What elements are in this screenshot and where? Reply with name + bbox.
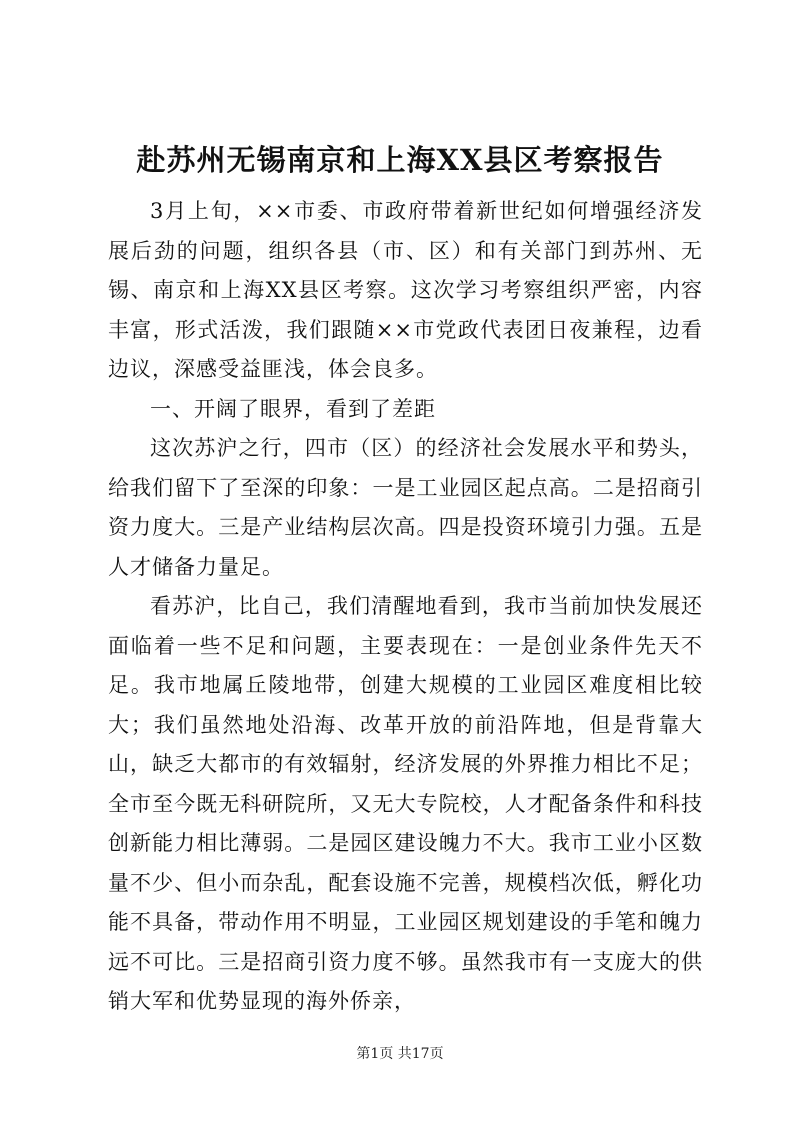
page-number-footer: 第1页 共17页 [356, 1046, 444, 1062]
paragraph-intro: 3月上旬，××市委、市政府带着新世纪如何增强经济发展后劲的问题，组织各县（市、区）和有关部门到苏州、无锡、南京和上海XX县区考察。这次学习考察组织严密，内容丰富，形式活泼，我们跟随××市党政代表团日夜兼程，边看边议，深感受益匪浅，体会良多。 [108, 199, 703, 381]
section-heading: 一、开阔了眼界，看到了差距 [150, 396, 436, 421]
paragraph-impressions: 这次苏沪之行，四市（区）的经济社会发展水平和势头，给我们留下了至深的印象：一是工业园区起点高。二是招商引资力度大。三是产业结构层次高。四是投资环境引力强。五是人才储备力量足。 [108, 436, 703, 579]
paragraph-gaps: 看苏沪，比自己，我们清醒地看到，我市当前加快发展还面临着一些不足和问题，主要表现在：一是创业条件先天不足。我市地属丘陵地带，创建大规模的工业园区难度相比较大；我们虽然地处沿海、改革开放的前沿阵地，但是背靠大山，缺乏大都市的有效辐射，经济发展的外界推力相比不足；全市至今既无科研院所，又无大专院校，人才配备条件和科技创新能力相比薄弱。二是园区建设魄力不大。我市工业小区数量不少、但小而杂乱，配套设施不完善，规模档次低，孵化功能不具备，带动作用不明显，工业园区规划建设的手笔和魄力远不可比。三是招商引资力度不够。虽然我市有一支庞大的供销大军和优势显现的海外侨亲， [108, 594, 703, 1013]
document-title: 赴苏州无锡南京和上海XX县区考察报告 [136, 143, 664, 177]
document-body [108, 192, 703, 1022]
